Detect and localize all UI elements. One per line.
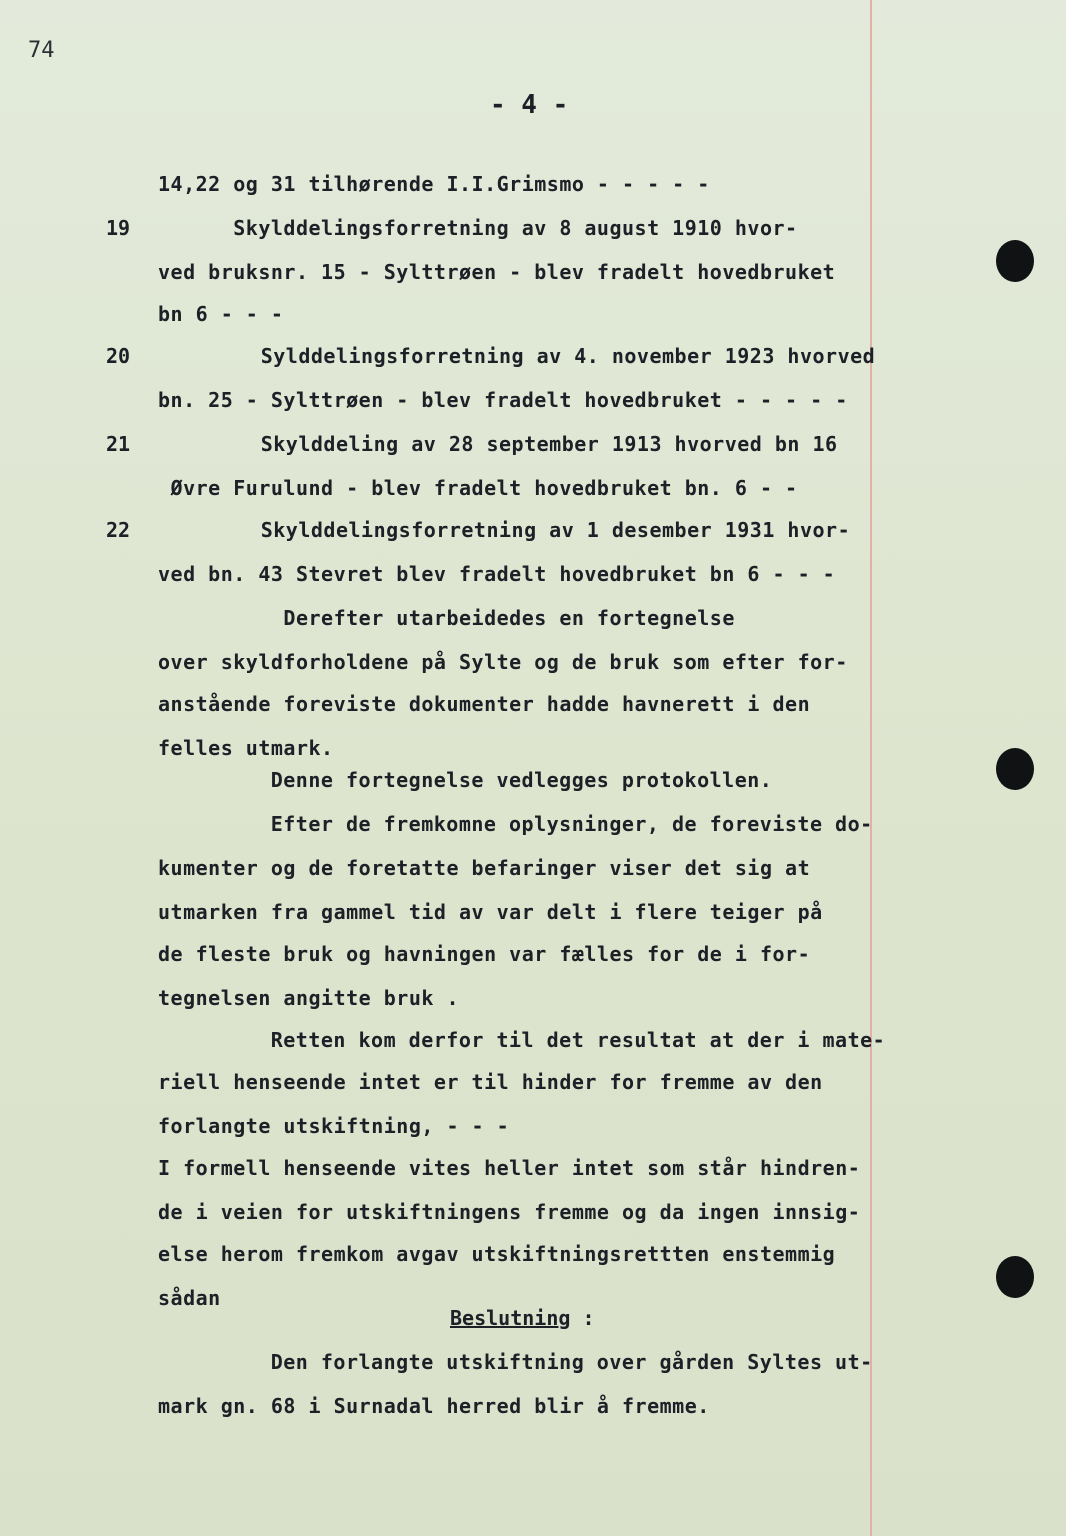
punch-hole <box>996 240 1034 282</box>
entry-number: 21 <box>106 432 131 456</box>
body-line: tegnelsen angitte bruk . <box>158 986 459 1010</box>
entry-number: 20 <box>106 344 131 368</box>
body-line: kumenter og de foretatte befaringer viser det sig at <box>158 856 811 880</box>
entry-line: bn. 25 - Sylttrøen - blev fradelt hovedbruket - - - - - <box>158 388 848 412</box>
body-line: sådan <box>158 1286 221 1310</box>
body-line: Retten kom derfor til det resultat at der i mate- <box>208 1028 886 1052</box>
entry-line: bn 6 - - - <box>158 302 284 326</box>
entry-line: 14,22 og 31 tilhørende I.I.Grimsmo - - - - - <box>158 172 710 196</box>
resolution-heading-word: Beslutning <box>450 1306 571 1330</box>
body-line: riell henseende intet er til hinder for fremme av den <box>158 1070 823 1094</box>
body-line: de fleste bruk og havningen var fælles for de i for- <box>158 942 811 966</box>
margin-rule <box>870 0 872 1536</box>
entry-line: ved bn. 43 Stevret blev fradelt hovedbruket bn 6 - - - <box>158 562 836 586</box>
closing-line: Den forlangte utskiftning over gården Syltes ut- <box>208 1350 873 1374</box>
body-line: de i veien for utskiftningens fremme og da ingen innsig- <box>158 1200 861 1224</box>
body-line: Derefter utarbeidedes en fortegnelse <box>158 606 735 630</box>
entry-line: Skylddelingsforretning av 8 august 1910 hvor- <box>158 216 798 240</box>
entry-line: Skylddeling av 28 september 1913 hvorved bn 16 <box>198 432 838 456</box>
page-number: 74 <box>28 38 55 63</box>
entry-line: Sylddelingsforretning av 4. november 1923 hvorved <box>198 344 876 368</box>
body-line: forlangte utskiftning, - - - <box>158 1114 510 1138</box>
body-line: Denne fortegnelse vedlegges protokollen. <box>208 768 773 792</box>
punch-hole <box>996 748 1034 790</box>
entry-number: 22 <box>106 518 131 542</box>
body-line: else herom fremkom avgav utskiftningsrettten enstemmig <box>158 1242 836 1266</box>
body-line: anstående foreviste dokumenter hadde havnerett i den <box>158 692 811 716</box>
entry-number: 19 <box>106 216 131 240</box>
body-line: I formell henseende vites heller intet som står hindren- <box>158 1156 861 1180</box>
punch-hole <box>996 1256 1034 1298</box>
entry-line: Skylddelingsforretning av 1 desember 1931 hvor- <box>198 518 851 542</box>
body-line: over skyldforholdene på Sylte og de bruk som efter for- <box>158 650 848 674</box>
resolution-heading-suffix: : <box>570 1306 595 1330</box>
entry-line: Øvre Furulund - blev fradelt hovedbruket bn. 6 - - <box>158 476 798 500</box>
entry-line: ved bruksnr. 15 - Sylttrøen - blev fradelt hovedbruket <box>158 260 836 284</box>
resolution-heading <box>450 1306 595 1330</box>
page-label: - 4 - <box>490 90 569 120</box>
body-line: Efter de fremkomne oplysninger, de foreviste do- <box>208 812 873 836</box>
body-line: felles utmark. <box>158 736 334 760</box>
body-line: utmarken fra gammel tid av var delt i flere teiger på <box>158 900 823 924</box>
closing-line: mark gn. 68 i Surnadal herred blir å fremme. <box>158 1394 710 1418</box>
